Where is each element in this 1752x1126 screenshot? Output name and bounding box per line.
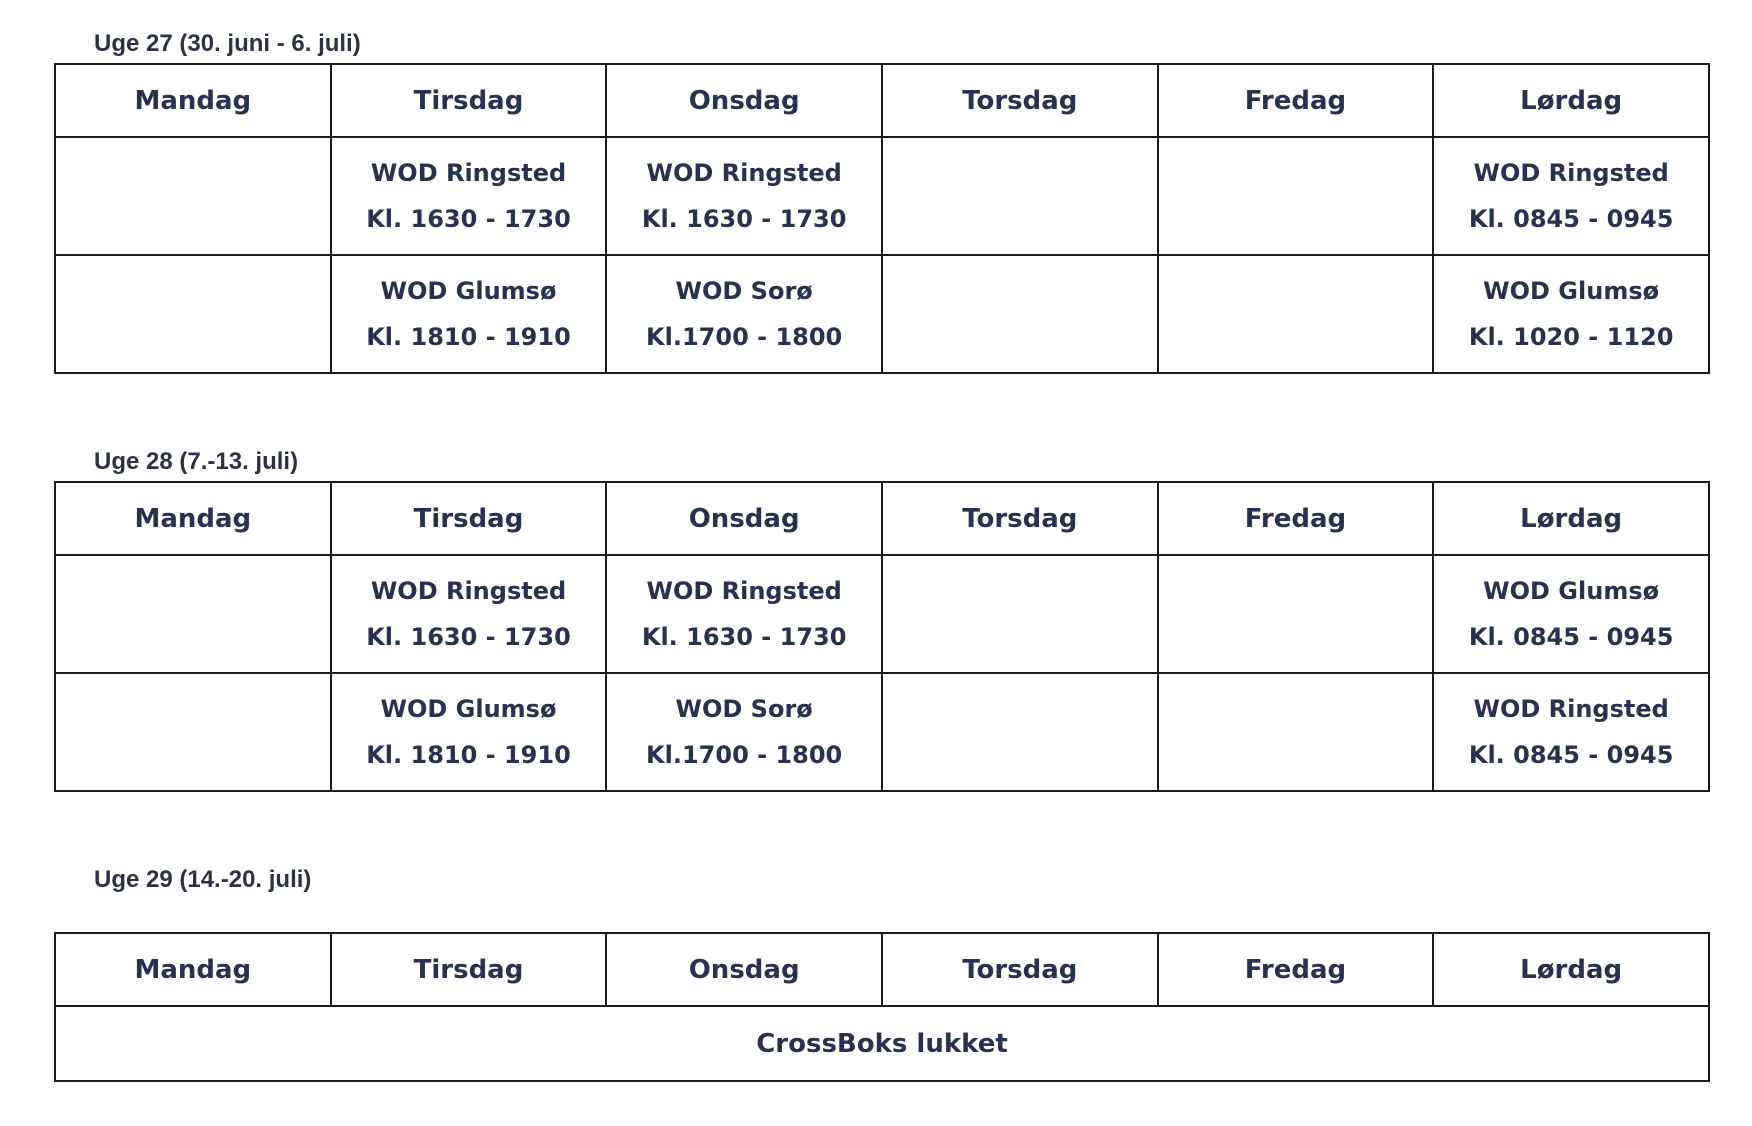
week-28-schedule-table <box>54 481 1710 792</box>
class-name: WOD Glumsø <box>380 695 557 723</box>
day-header-tirsdag: Tirsdag <box>331 64 607 137</box>
class-cell <box>1433 255 1709 373</box>
class-time: Kl. 1630 - 1730 <box>641 623 847 651</box>
class-time: Kl. 1630 - 1730 <box>366 205 571 233</box>
class-cell <box>331 555 607 673</box>
schedule-row <box>55 673 1709 791</box>
day-header-onsdag: Onsdag <box>606 64 882 137</box>
class-cell <box>1433 555 1709 673</box>
empty-cell <box>1158 555 1434 673</box>
class-cell <box>1433 673 1709 791</box>
class-cell <box>606 555 882 673</box>
day-header-fredag: Fredag <box>1158 933 1434 1006</box>
empty-cell <box>882 137 1158 255</box>
week-27-schedule-table <box>54 63 1710 374</box>
empty-cell <box>55 555 331 673</box>
day-header-row <box>55 933 1709 1006</box>
week-27-heading: Uge 27 (30. juni - 6. juli) <box>94 30 361 57</box>
day-header-tirsdag: Tirsdag <box>331 933 607 1006</box>
class-time: Kl.1700 - 1800 <box>646 741 843 769</box>
day-header-onsdag: Onsdag <box>606 482 882 555</box>
day-header-lordag: Lørdag <box>1433 482 1709 555</box>
day-header-torsdag: Torsdag <box>882 933 1158 1006</box>
empty-cell <box>55 137 331 255</box>
empty-cell <box>882 673 1158 791</box>
empty-cell <box>882 555 1158 673</box>
empty-cell <box>1158 673 1434 791</box>
class-cell <box>331 255 607 373</box>
class-name: WOD Glumsø <box>1483 277 1660 305</box>
class-name: WOD Ringsted <box>646 577 842 605</box>
class-cell <box>331 137 607 255</box>
class-time: Kl. 1810 - 1910 <box>366 741 571 769</box>
class-time: Kl. 1810 - 1910 <box>366 323 571 351</box>
empty-cell <box>55 255 331 373</box>
closed-row <box>55 1006 1709 1081</box>
schedule-row <box>55 255 1709 373</box>
week-28-heading: Uge 28 (7.-13. juli) <box>94 448 299 475</box>
week-29-schedule-table <box>54 932 1710 1082</box>
empty-cell <box>1158 137 1434 255</box>
class-cell <box>331 673 607 791</box>
day-header-mandag: Mandag <box>55 933 331 1006</box>
class-name: WOD Sorø <box>675 695 813 723</box>
day-header-onsdag: Onsdag <box>606 933 882 1006</box>
class-cell <box>606 673 882 791</box>
class-name: WOD Ringsted <box>1473 159 1669 187</box>
class-time: Kl. 1630 - 1730 <box>641 205 847 233</box>
week-29-heading: Uge 29 (14.-20. juli) <box>94 866 312 893</box>
day-header-torsdag: Torsdag <box>882 64 1158 137</box>
day-header-lordag: Lørdag <box>1433 64 1709 137</box>
class-time: Kl. 1630 - 1730 <box>366 623 571 651</box>
closed-notice: CrossBoks lukket <box>55 1006 1709 1081</box>
class-name: WOD Glumsø <box>1483 577 1660 605</box>
class-name: WOD Ringsted <box>646 159 842 187</box>
class-name: WOD Glumsø <box>380 277 557 305</box>
day-header-torsdag: Torsdag <box>882 482 1158 555</box>
class-time: Kl.1700 - 1800 <box>646 323 843 351</box>
class-cell <box>606 137 882 255</box>
empty-cell <box>1158 255 1434 373</box>
day-header-tirsdag: Tirsdag <box>331 482 607 555</box>
class-name: WOD Ringsted <box>370 577 567 605</box>
class-name: WOD Ringsted <box>370 159 567 187</box>
schedule-row <box>55 555 1709 673</box>
class-name: WOD Ringsted <box>1473 695 1669 723</box>
class-time: Kl. 0845 - 0945 <box>1468 741 1674 769</box>
class-cell <box>1433 137 1709 255</box>
class-name: WOD Sorø <box>675 277 813 305</box>
day-header-fredag: Fredag <box>1158 482 1434 555</box>
day-header-mandag: Mandag <box>55 64 331 137</box>
empty-cell <box>55 673 331 791</box>
day-header-row <box>55 64 1709 137</box>
class-time: Kl. 1020 - 1120 <box>1468 323 1674 351</box>
class-time: Kl. 0845 - 0945 <box>1468 205 1674 233</box>
day-header-row <box>55 482 1709 555</box>
day-header-lordag: Lørdag <box>1433 933 1709 1006</box>
day-header-mandag: Mandag <box>55 482 331 555</box>
schedule-row <box>55 137 1709 255</box>
day-header-fredag: Fredag <box>1158 64 1434 137</box>
empty-cell <box>882 255 1158 373</box>
class-time: Kl. 0845 - 0945 <box>1468 623 1674 651</box>
class-cell <box>606 255 882 373</box>
